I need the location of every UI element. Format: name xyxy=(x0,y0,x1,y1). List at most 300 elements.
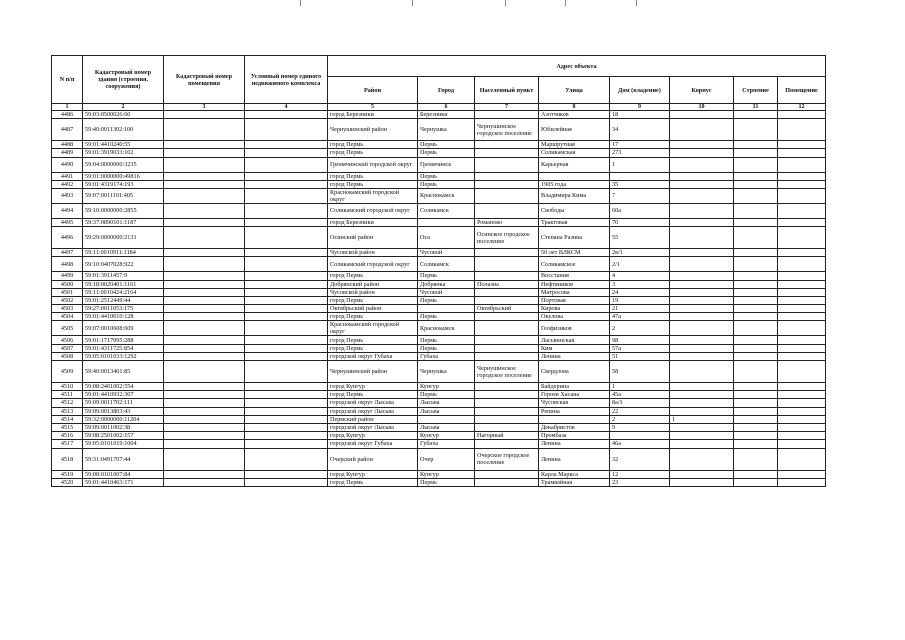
cad-building-cell: 59:18:0020401:1161 xyxy=(83,280,164,288)
korpus-cell xyxy=(670,257,734,272)
building-cell xyxy=(734,280,778,288)
house-cell: 9 xyxy=(610,423,670,431)
city-cell: Лысьва xyxy=(418,423,475,431)
building-cell xyxy=(734,203,778,218)
district-cell: город Пермь xyxy=(328,344,418,352)
cad-building-cell: 59:01:4311725:854 xyxy=(83,344,164,352)
street-cell: Кирова xyxy=(539,305,610,313)
district-cell: Соликамский городской округ xyxy=(328,203,418,218)
cad-complex-cell xyxy=(245,157,328,172)
house-cell: 4 xyxy=(610,272,670,280)
cad-room-cell xyxy=(164,415,245,423)
table-row xyxy=(52,257,826,272)
house-cell: 98 xyxy=(610,336,670,344)
cad-complex-cell xyxy=(245,361,328,383)
cad-building-cell: 59:04:0000000:3235 xyxy=(83,157,164,172)
street-cell: Свердлова xyxy=(539,361,610,383)
house-cell: 12 xyxy=(610,470,670,478)
cad-room-cell xyxy=(164,296,245,304)
cad-room-cell xyxy=(164,344,245,352)
table-row xyxy=(52,172,826,180)
building-cell xyxy=(734,391,778,399)
city-cell: Пермь xyxy=(418,180,475,188)
room-cell xyxy=(778,227,826,249)
building-cell xyxy=(734,448,778,470)
table-row xyxy=(52,280,826,288)
house-cell: 24 xyxy=(610,288,670,296)
street-cell: Промбаза xyxy=(539,432,610,440)
table-row xyxy=(52,119,826,141)
col-number: 4 xyxy=(245,104,328,111)
tick-mark xyxy=(300,0,301,6)
settlement-cell xyxy=(475,172,539,180)
room-cell xyxy=(778,361,826,383)
table-row xyxy=(52,344,826,352)
building-cell xyxy=(734,249,778,257)
cad-room-cell xyxy=(164,383,245,391)
table-row xyxy=(52,448,826,470)
korpus-cell xyxy=(670,188,734,203)
room-cell xyxy=(778,203,826,218)
header-city: Город xyxy=(418,77,475,104)
row-number: 4500 xyxy=(52,280,83,288)
cad-room-cell xyxy=(164,478,245,486)
building-cell xyxy=(734,180,778,188)
cad-building-cell: 59:01:4319174:193 xyxy=(83,180,164,188)
house-cell: 57а xyxy=(610,344,670,352)
row-number: 4518 xyxy=(52,448,83,470)
room-cell xyxy=(778,180,826,188)
header-cad-room: Кадастровый номер помещения xyxy=(164,56,245,104)
building-cell xyxy=(734,305,778,313)
korpus-cell xyxy=(670,478,734,486)
district-cell: Чусовской район xyxy=(328,288,418,296)
cad-complex-cell xyxy=(245,440,328,448)
settlement-cell: Октябрьский xyxy=(475,305,539,313)
district-cell: город Березники xyxy=(328,111,418,119)
district-cell: городской округ Губаха xyxy=(328,352,418,360)
cad-room-cell xyxy=(164,280,245,288)
street-cell: Свободы xyxy=(539,203,610,218)
table-row xyxy=(52,149,826,157)
col-number: 1 xyxy=(52,104,83,111)
building-cell xyxy=(734,321,778,336)
table-row xyxy=(52,203,826,218)
korpus-cell xyxy=(670,149,734,157)
table-row xyxy=(52,296,826,304)
cad-room-cell xyxy=(164,272,245,280)
street-cell: Владимира Кима xyxy=(539,188,610,203)
room-cell xyxy=(778,399,826,407)
cad-room-cell xyxy=(164,423,245,431)
table-row xyxy=(52,111,826,119)
district-cell: город Пермь xyxy=(328,313,418,321)
house-cell: 19 xyxy=(610,296,670,304)
header-korpus: Корпус xyxy=(670,77,734,104)
settlement-cell xyxy=(475,149,539,157)
cad-complex-cell xyxy=(245,149,328,157)
city-cell: Добрянка xyxy=(418,280,475,288)
cad-building-cell: 59:09:0011002:38 xyxy=(83,423,164,431)
table-row xyxy=(52,218,826,226)
room-cell xyxy=(778,288,826,296)
cad-room-cell xyxy=(164,470,245,478)
house-cell: 2 xyxy=(610,415,670,423)
building-cell xyxy=(734,352,778,360)
row-number: 4502 xyxy=(52,296,83,304)
street-cell xyxy=(539,172,610,180)
settlement-cell xyxy=(475,296,539,304)
settlement-cell: Чернушинское городское поселение xyxy=(475,361,539,383)
cad-room-cell xyxy=(164,218,245,226)
row-number: 4510 xyxy=(52,383,83,391)
house-cell: 18 xyxy=(610,111,670,119)
street-cell: Героев Хасана xyxy=(539,391,610,399)
room-cell xyxy=(778,257,826,272)
korpus-cell xyxy=(670,423,734,431)
cad-room-cell xyxy=(164,141,245,149)
cad-complex-cell xyxy=(245,296,328,304)
building-cell xyxy=(734,407,778,415)
cad-complex-cell xyxy=(245,415,328,423)
row-number: 4507 xyxy=(52,344,83,352)
row-number: 4514 xyxy=(52,415,83,423)
row-number: 4517 xyxy=(52,440,83,448)
street-cell: Ласьвинская xyxy=(539,336,610,344)
header-cad-building: Кадастровый номер здания (строения, сооружения) xyxy=(83,56,164,104)
street-cell: Восстания xyxy=(539,272,610,280)
house-cell: 22 xyxy=(610,407,670,415)
row-number: 4497 xyxy=(52,249,83,257)
room-cell xyxy=(778,249,826,257)
header-row xyxy=(52,56,826,77)
header-house: Дом (владение) xyxy=(610,77,670,104)
city-cell: Краснокамск xyxy=(418,321,475,336)
row-number: 4493 xyxy=(52,188,83,203)
house-cell: 70 xyxy=(610,218,670,226)
district-cell: Краснокамский городской округ xyxy=(328,188,418,203)
city-cell: Чусовой xyxy=(418,288,475,296)
table-row xyxy=(52,249,826,257)
street-cell: Чусовская xyxy=(539,399,610,407)
table-row xyxy=(52,227,826,249)
cad-building-cell: 59:01:4410463:171 xyxy=(83,478,164,486)
korpus-cell xyxy=(670,296,734,304)
col-number: 7 xyxy=(475,104,539,111)
settlement-cell xyxy=(475,440,539,448)
street-cell: Ленина xyxy=(539,448,610,470)
table-row xyxy=(52,336,826,344)
city-cell: Кунгур xyxy=(418,383,475,391)
city-cell: Пермь xyxy=(418,141,475,149)
city-cell: Пермь xyxy=(418,296,475,304)
row-number: 4505 xyxy=(52,321,83,336)
cad-building-cell: 59:10:0407028:922 xyxy=(83,257,164,272)
cad-complex-cell xyxy=(245,470,328,478)
cad-room-cell xyxy=(164,399,245,407)
district-cell: город Пермь xyxy=(328,391,418,399)
district-cell: город Пермь xyxy=(328,336,418,344)
city-cell xyxy=(418,305,475,313)
table-row xyxy=(52,141,826,149)
cad-room-cell xyxy=(164,111,245,119)
room-cell xyxy=(778,141,826,149)
korpus-cell xyxy=(670,440,734,448)
building-cell xyxy=(734,336,778,344)
building-cell xyxy=(734,149,778,157)
settlement-cell xyxy=(475,188,539,203)
room-cell xyxy=(778,218,826,226)
cad-building-cell: 59:07:0010608:609 xyxy=(83,321,164,336)
korpus-cell: 1 xyxy=(670,415,734,423)
table-row xyxy=(52,415,826,423)
street-cell: Азотчиков xyxy=(539,111,610,119)
settlement-cell xyxy=(475,321,539,336)
city-cell: Соликамск xyxy=(418,203,475,218)
col-number: 8 xyxy=(539,104,610,111)
city-cell: Краснокамск xyxy=(418,188,475,203)
room-cell xyxy=(778,188,826,203)
settlement-cell xyxy=(475,111,539,119)
cad-building-cell: 59:32:0000000:11204 xyxy=(83,415,164,423)
city-cell: Пермь xyxy=(418,391,475,399)
house-cell: 3 xyxy=(610,280,670,288)
table-row xyxy=(52,352,826,360)
table-row xyxy=(52,383,826,391)
table-row xyxy=(52,470,826,478)
row-number: 4509 xyxy=(52,361,83,383)
street-cell: Матросова xyxy=(539,288,610,296)
col-number: 10 xyxy=(670,104,734,111)
header-building: Строение xyxy=(734,77,778,104)
district-cell: Краснокамский городской округ xyxy=(328,321,418,336)
city-cell: Кунгур xyxy=(418,470,475,478)
cad-room-cell xyxy=(164,305,245,313)
building-cell xyxy=(734,432,778,440)
district-cell: город Кунгур xyxy=(328,470,418,478)
row-number: 4501 xyxy=(52,288,83,296)
city-cell: Чернушка xyxy=(418,361,475,383)
korpus-cell xyxy=(670,470,734,478)
korpus-cell xyxy=(670,344,734,352)
house-cell: 273 xyxy=(610,149,670,157)
header-cad-complex: Условный номер единого недвижимого комплекса xyxy=(245,56,328,104)
house-cell: 45а xyxy=(610,391,670,399)
street-cell: 50 лет ВЛКСМ xyxy=(539,249,610,257)
cad-building-cell: 59:05:0101033:1292 xyxy=(83,352,164,360)
city-cell: Кунгур xyxy=(418,432,475,440)
tick-mark xyxy=(412,0,413,6)
house-cell: 55 xyxy=(610,227,670,249)
street-cell: Портовая xyxy=(539,296,610,304)
room-cell xyxy=(778,470,826,478)
table-row xyxy=(52,423,826,431)
row-number: 4506 xyxy=(52,336,83,344)
city-cell: Гремячинск xyxy=(418,157,475,172)
building-cell xyxy=(734,272,778,280)
korpus-cell xyxy=(670,407,734,415)
cad-building-cell: 59:01:4410932:307 xyxy=(83,391,164,399)
settlement-cell: Полазна xyxy=(475,280,539,288)
table-row xyxy=(52,288,826,296)
table-row xyxy=(52,157,826,172)
table-row xyxy=(52,272,826,280)
korpus-cell xyxy=(670,336,734,344)
cad-building-cell: 59:40:0013401:85 xyxy=(83,361,164,383)
cad-complex-cell xyxy=(245,407,328,415)
house-cell xyxy=(610,172,670,180)
row-number: 4520 xyxy=(52,478,83,486)
house-cell: 2/1 xyxy=(610,257,670,272)
cad-building-cell: 59:09:0013803:43 xyxy=(83,407,164,415)
room-cell xyxy=(778,321,826,336)
district-cell: городской округ Губаха xyxy=(328,440,418,448)
korpus-cell xyxy=(670,288,734,296)
district-cell: Гремячинский городской округ xyxy=(328,157,418,172)
korpus-cell xyxy=(670,249,734,257)
district-cell: Пермский район xyxy=(328,415,418,423)
city-cell: Пермь xyxy=(418,478,475,486)
row-number: 4490 xyxy=(52,157,83,172)
room-cell xyxy=(778,157,826,172)
cad-complex-cell xyxy=(245,478,328,486)
room-cell xyxy=(778,111,826,119)
district-cell: городской округ Лысьва xyxy=(328,407,418,415)
cad-room-cell xyxy=(164,432,245,440)
room-cell xyxy=(778,296,826,304)
district-cell: Добрянский район xyxy=(328,280,418,288)
street-cell: Трактовая xyxy=(539,218,610,226)
cad-building-cell: 59:10:0000000:2855 xyxy=(83,203,164,218)
table-row xyxy=(52,313,826,321)
room-cell xyxy=(778,119,826,141)
col-number: 3 xyxy=(164,104,245,111)
cad-room-cell xyxy=(164,149,245,157)
district-cell: городской округ Лысьва xyxy=(328,423,418,431)
korpus-cell xyxy=(670,141,734,149)
room-cell xyxy=(778,280,826,288)
room-cell xyxy=(778,440,826,448)
street-cell xyxy=(539,415,610,423)
settlement-cell xyxy=(475,399,539,407)
city-cell: Чернушка xyxy=(418,119,475,141)
table-row xyxy=(52,305,826,313)
street-cell: Соликамская xyxy=(539,149,610,157)
district-cell: город Пермь xyxy=(328,149,418,157)
cad-room-cell xyxy=(164,313,245,321)
table-row xyxy=(52,440,826,448)
row-number: 4499 xyxy=(52,272,83,280)
building-cell xyxy=(734,227,778,249)
city-cell: Березники xyxy=(418,111,475,119)
street-cell: Степана Разина xyxy=(539,227,610,249)
building-cell xyxy=(734,361,778,383)
city-cell: Пермь xyxy=(418,149,475,157)
room-cell xyxy=(778,336,826,344)
settlement-cell xyxy=(475,257,539,272)
street-cell: Трамвайная xyxy=(539,478,610,486)
cad-complex-cell xyxy=(245,399,328,407)
house-cell: 1 xyxy=(610,383,670,391)
header-room: Помещение xyxy=(778,77,826,104)
cad-building-cell: 59:09:0011702:111 xyxy=(83,399,164,407)
street-cell: Маршрутная xyxy=(539,141,610,149)
house-cell xyxy=(610,432,670,440)
district-cell: город Пермь xyxy=(328,180,418,188)
cad-room-cell xyxy=(164,361,245,383)
district-cell: город Кунгур xyxy=(328,383,418,391)
district-cell: Чернушинский район xyxy=(328,119,418,141)
room-cell xyxy=(778,407,826,415)
city-cell: Пермь xyxy=(418,172,475,180)
cad-complex-cell xyxy=(245,188,328,203)
district-cell: город Пермь xyxy=(328,296,418,304)
table-row xyxy=(52,188,826,203)
table-body xyxy=(52,111,826,487)
street-cell: Карла Маркса xyxy=(539,470,610,478)
settlement-cell xyxy=(475,141,539,149)
cad-complex-cell xyxy=(245,218,328,226)
house-cell: 21 xyxy=(610,305,670,313)
tick-mark xyxy=(565,0,566,6)
cad-building-cell: 59:40:0011302:100 xyxy=(83,119,164,141)
district-cell: город Пермь xyxy=(328,141,418,149)
building-cell xyxy=(734,257,778,272)
building-cell xyxy=(734,119,778,141)
room-cell xyxy=(778,352,826,360)
column-number-row xyxy=(52,104,826,111)
district-cell: Чернушинский район xyxy=(328,361,418,383)
room-cell xyxy=(778,383,826,391)
row-number: 4504 xyxy=(52,313,83,321)
city-cell: Соликамск xyxy=(418,257,475,272)
cad-complex-cell xyxy=(245,305,328,313)
city-cell: Пермь xyxy=(418,344,475,352)
city-cell xyxy=(418,218,475,226)
tick-mark xyxy=(636,0,637,6)
row-number: 4512 xyxy=(52,399,83,407)
settlement-cell: Чернушинское городское поселение xyxy=(475,119,539,141)
row-number: 4488 xyxy=(52,141,83,149)
korpus-cell xyxy=(670,111,734,119)
cad-room-cell xyxy=(164,440,245,448)
table-row xyxy=(52,407,826,415)
korpus-cell xyxy=(670,448,734,470)
table-row xyxy=(52,391,826,399)
street-cell: Геофизиков xyxy=(539,321,610,336)
city-cell: Губаха xyxy=(418,440,475,448)
table-row xyxy=(52,361,826,383)
cad-room-cell xyxy=(164,352,245,360)
cad-building-cell: 59:27:0011053:175 xyxy=(83,305,164,313)
cad-complex-cell xyxy=(245,448,328,470)
row-number: 4515 xyxy=(52,423,83,431)
cad-room-cell xyxy=(164,172,245,180)
korpus-cell xyxy=(670,321,734,336)
settlement-cell xyxy=(475,249,539,257)
settlement-cell xyxy=(475,336,539,344)
house-cell: 2 xyxy=(610,321,670,336)
city-cell: Лысьва xyxy=(418,399,475,407)
cad-complex-cell xyxy=(245,391,328,399)
district-cell: город Кунгур xyxy=(328,432,418,440)
room-cell xyxy=(778,149,826,157)
row-number: 4487 xyxy=(52,119,83,141)
street-cell: Декабристов xyxy=(539,423,610,431)
cad-building-cell: 59:01:4410240:55 xyxy=(83,141,164,149)
room-cell xyxy=(778,448,826,470)
row-number: 4516 xyxy=(52,432,83,440)
